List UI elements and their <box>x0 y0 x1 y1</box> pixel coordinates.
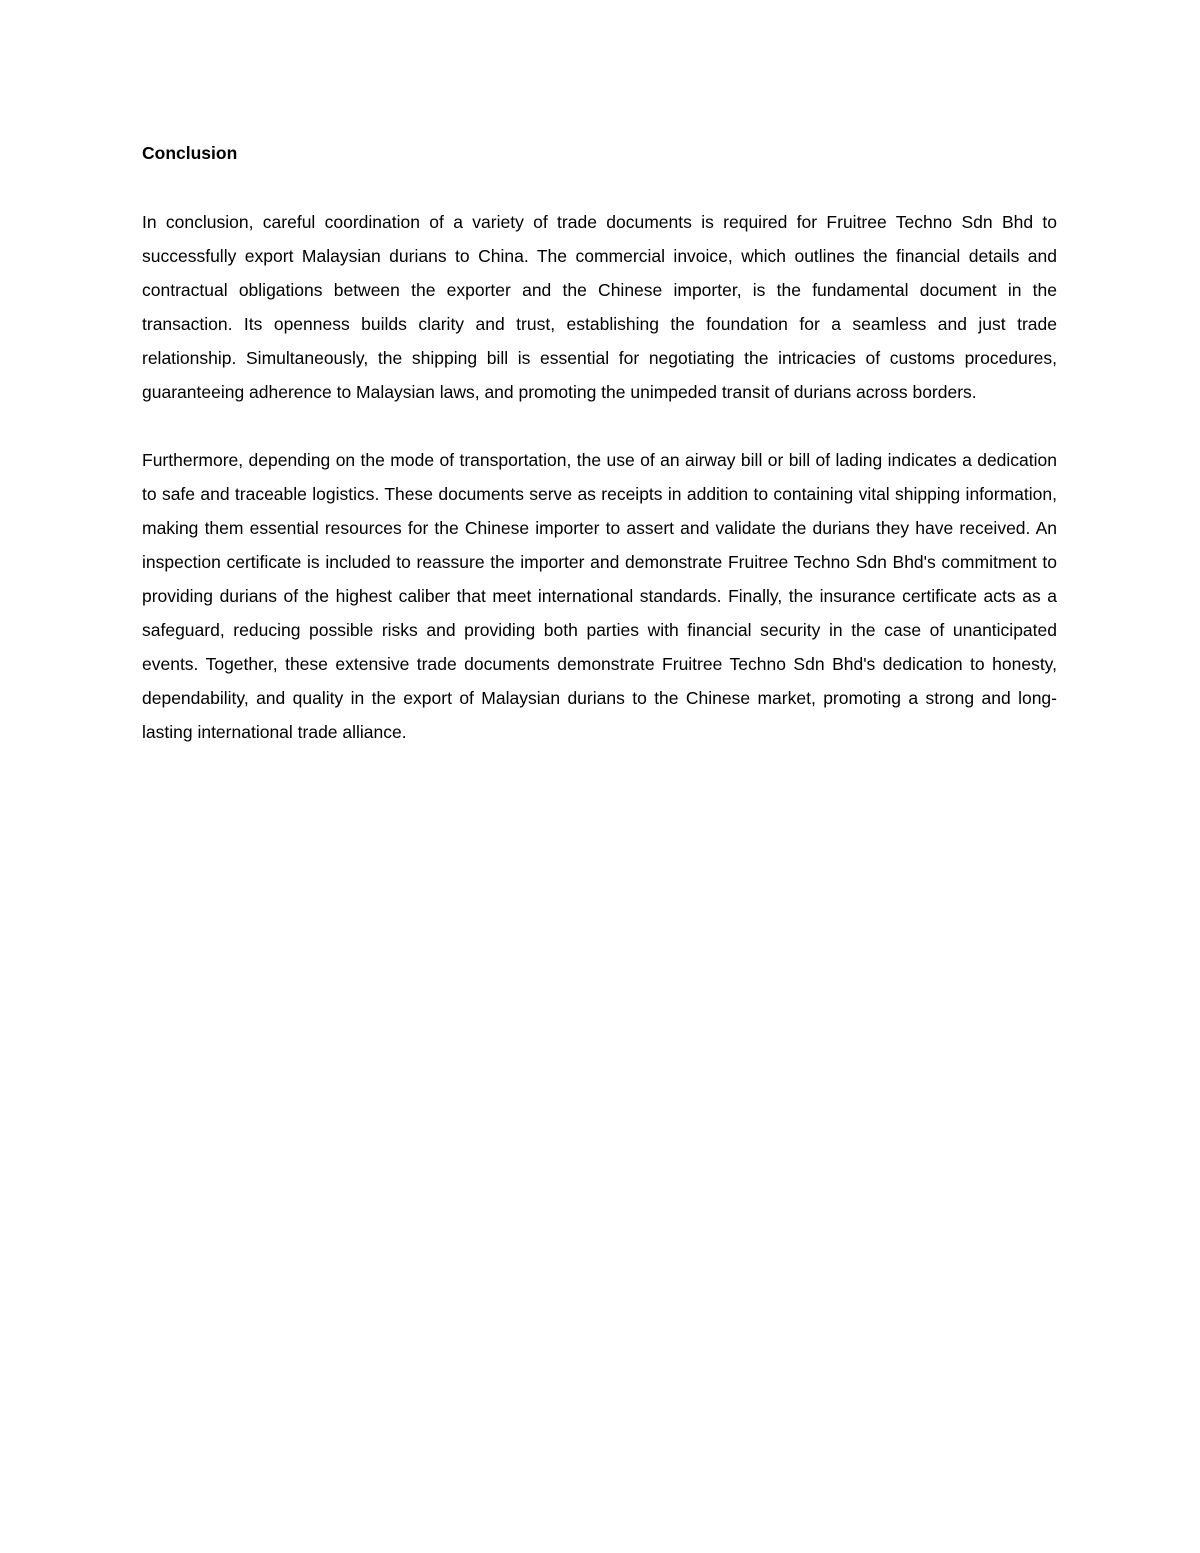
paragraph-1: In conclusion, careful coordination of a variety of trade documents is required for Fruitree Techno Sdn Bhd to successfully export Malaysian durians to China. The commercial invoice, which outlines the financial details and contractual obligations between the exporter and the Chinese importer, is the fundamental document in the transaction. Its openness builds clarity and trust, establishing the foundation for a seamless and just trade relationship. Simultaneously, the shipping bill is essential for negotiating the intricacies of customs procedures, guaranteeing adherence to Malaysian laws, and promoting the unimpeded transit of durians across borders. <box>142 212 1057 402</box>
document-body <box>142 139 1057 783</box>
paragraph-2: Furthermore, depending on the mode of transportation, the use of an airway bill or bill of lading indicates a dedication to safe and traceable logistics. These documents serve as receipts in addition to containing vital shipping information, making them essential resources for the Chinese importer to assert and validate the durians they have received. An inspection certificate is included to reassure the importer and demonstrate Fruitree Techno Sdn Bhd's commitment to providing durians of the highest caliber that meet international standards. Finally, the insurance certificate acts as a safeguard, reducing possible risks and providing both parties with financial security in the case of unanticipated events. Together, these extensive trade documents demonstrate Fruitree Techno Sdn Bhd's dedication to honesty, dependability, and quality in the export of Malaysian durians to the Chinese market, promoting a strong and long-lasting international trade alliance. <box>142 450 1057 742</box>
section-heading: Conclusion <box>142 143 238 163</box>
